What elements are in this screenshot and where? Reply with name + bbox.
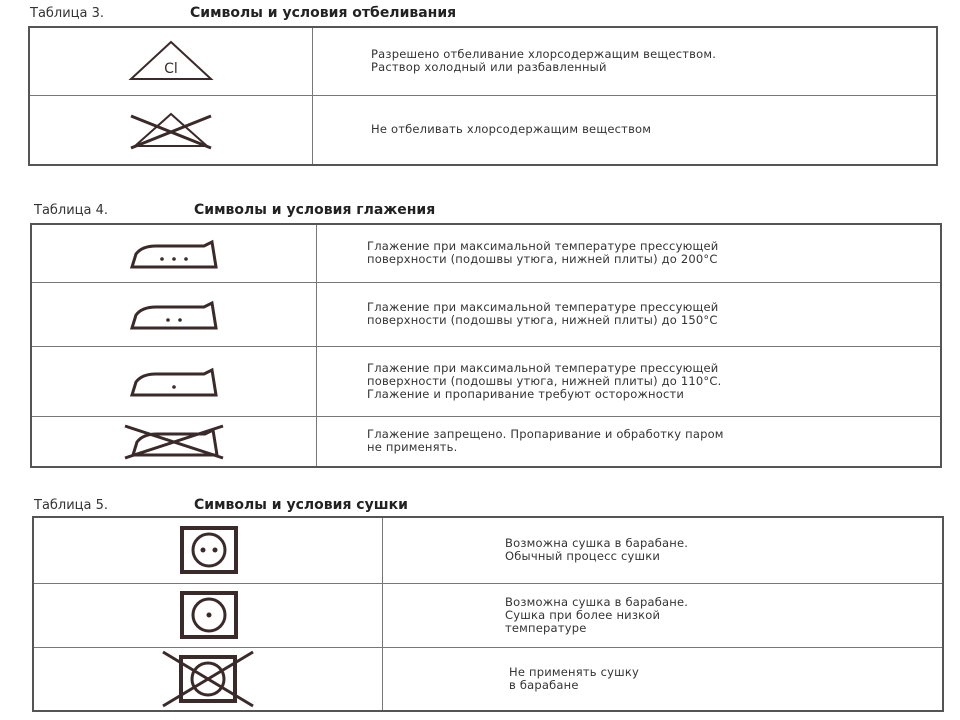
- description-line: Глажение при максимальной температуре прессующей: [367, 360, 719, 375]
- symbol-cell: [29, 27, 313, 95]
- table5-title: Символы и условия сушки: [194, 497, 408, 513]
- symbol-cell: [31, 282, 317, 346]
- description-line: Глажение при максимальной температуре прессующей: [367, 300, 719, 314]
- table5-caption: [34, 498, 634, 518]
- description-line: Возможна сушка в барабане.: [505, 594, 689, 609]
- description-cell: [383, 517, 944, 583]
- table-row: [29, 27, 937, 95]
- symbol-cell: [33, 583, 383, 647]
- description-cell: [383, 647, 944, 711]
- description-cell: [317, 416, 942, 467]
- description-line: поверхности (подошвы утюга, нижней плиты) до 200°С: [367, 252, 718, 267]
- iron-three-dots-icon: [124, 236, 224, 270]
- table5-number: Таблица 5.: [34, 498, 109, 513]
- table3-title: Символы и условия отбеливания: [190, 5, 457, 21]
- table-row: [33, 583, 943, 647]
- chlorine-bleach-allowed-icon: [126, 39, 216, 83]
- drying-table: [32, 516, 944, 712]
- description-line: Глажение при максимальной температуре прессующей: [367, 239, 719, 254]
- table-row: [33, 517, 943, 583]
- table3-number: Таблица 3.: [30, 6, 105, 21]
- ironing-table: [30, 223, 942, 468]
- table-row: [29, 95, 937, 165]
- no-tumble-dry-icon: [143, 650, 273, 708]
- symbol-cell: [31, 224, 317, 282]
- table3-caption: [30, 6, 630, 26]
- symbol-cell: [33, 647, 383, 711]
- no-ironing-icon: [119, 422, 229, 460]
- description-line: Не применять сушку: [509, 664, 639, 679]
- description-line: поверхности (подошвы утюга, нижней плиты) до 110°С.: [367, 373, 722, 388]
- iron-one-dot-icon: [124, 364, 224, 398]
- table4-caption: [34, 203, 634, 223]
- symbol-cell: [31, 416, 317, 467]
- description-cell: [317, 224, 942, 282]
- chlorine-symbol-text: Cl: [164, 61, 178, 78]
- symbol-cell: [33, 517, 383, 583]
- tumble-dry-normal-icon: [158, 525, 258, 575]
- description-line: поверхности (подошвы утюга, нижней плиты) до 150°С: [367, 313, 718, 327]
- description-line: Сушка при более низкой: [505, 607, 661, 622]
- description-line: Глажение запрещено. Пропаривание и обработку паром: [367, 427, 724, 442]
- symbol-cell: [29, 95, 313, 165]
- symbol-cell: [31, 346, 317, 416]
- description-line: в барабане: [509, 677, 579, 692]
- description-cell: [317, 346, 942, 416]
- description-cell: [313, 95, 938, 165]
- table4-title: Символы и условия глажения: [194, 202, 436, 218]
- description-line: Возможна сушка в барабане.: [505, 536, 689, 551]
- description-cell: [317, 282, 942, 346]
- description-line: Обычный процесс сушки: [505, 549, 661, 564]
- table4-number: Таблица 4.: [34, 203, 109, 218]
- table-row: [31, 282, 941, 346]
- description-line: температуре: [505, 620, 587, 635]
- description-cell: [313, 27, 938, 95]
- no-chlorine-bleach-icon: [121, 110, 221, 150]
- description-cell: [383, 583, 944, 647]
- bleaching-table: [28, 26, 938, 166]
- table-row: [31, 416, 941, 467]
- table-row: [31, 346, 941, 416]
- iron-two-dots-icon: [124, 297, 224, 331]
- description-line: Раствор холодный или разбавленный: [371, 60, 607, 75]
- table-row: [33, 647, 943, 711]
- description-line: не применять.: [367, 440, 458, 455]
- description-line: Глажение и пропаривание требуют осторожности: [367, 386, 685, 401]
- tumble-dry-low-icon: [158, 590, 258, 640]
- description-line: Не отбеливать хлорсодержащим веществом: [371, 122, 652, 137]
- description-line: Разрешено отбеливание хлорсодержащим веществом.: [371, 47, 717, 62]
- table-row: [31, 224, 941, 282]
